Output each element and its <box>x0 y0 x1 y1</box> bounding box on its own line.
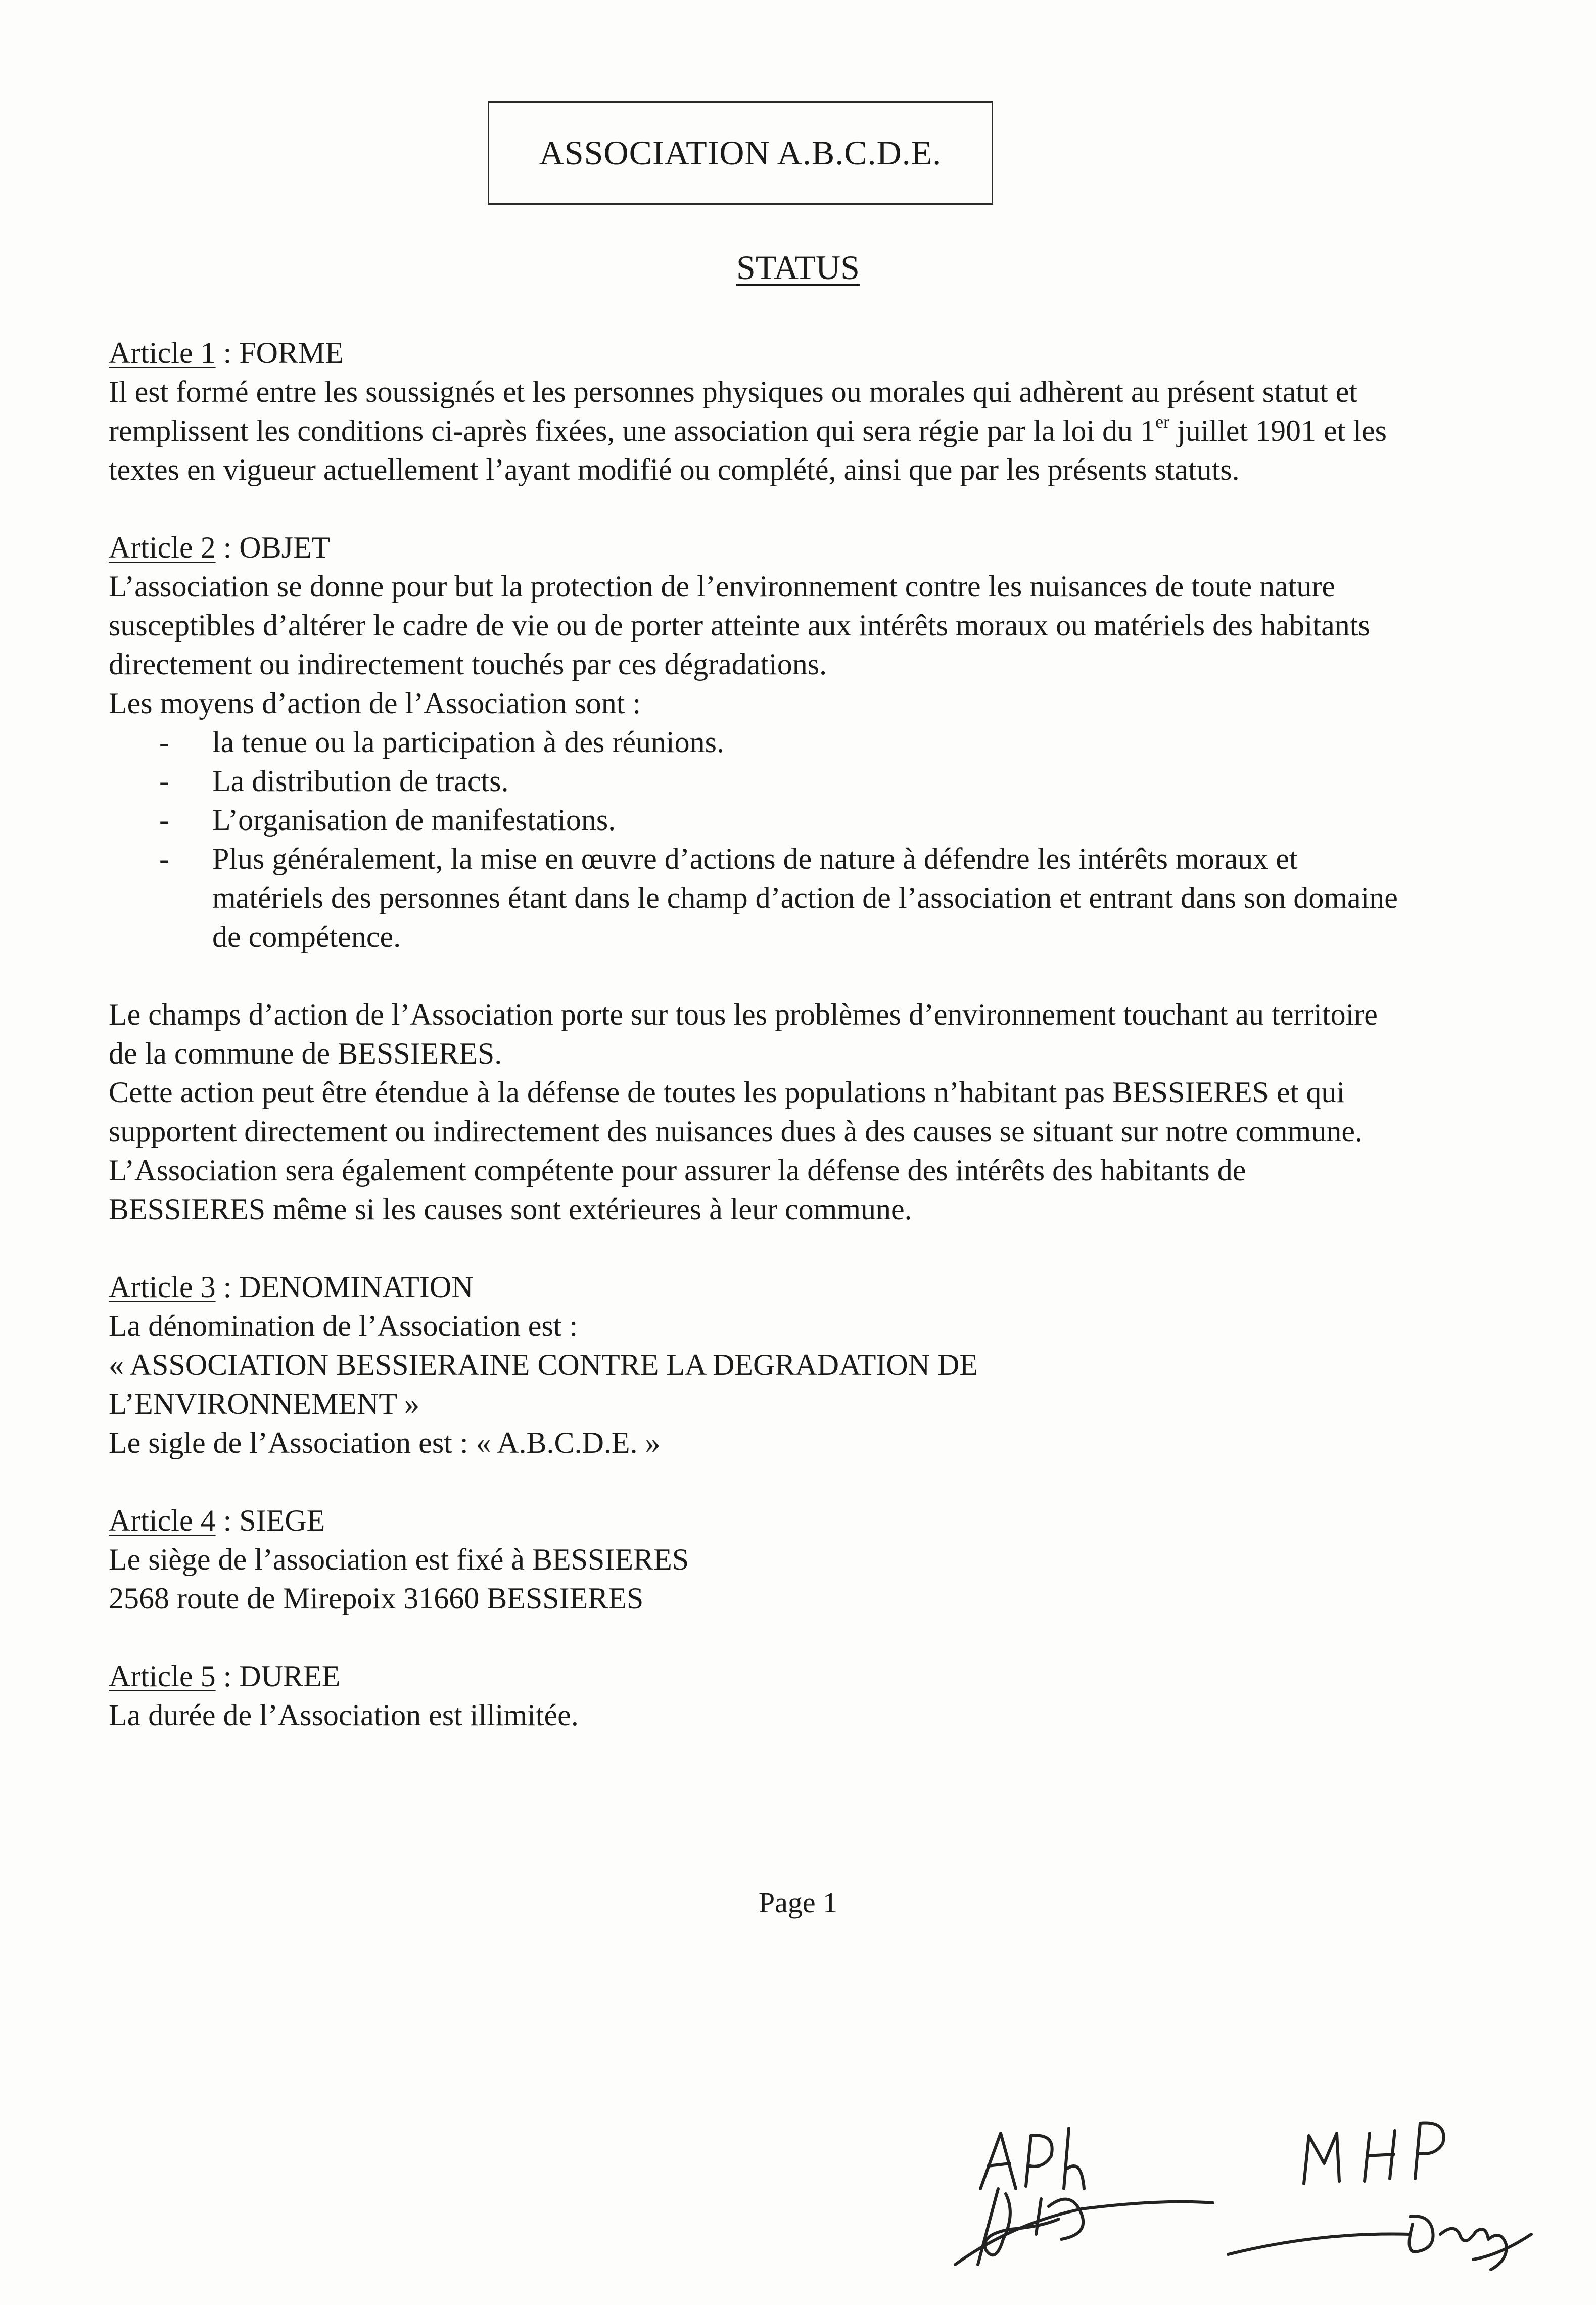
article-3-title: DENOMINATION <box>239 1270 474 1304</box>
article-4-heading <box>109 1501 1402 1540</box>
signature-mhp <box>1218 2108 1541 2280</box>
article-1-sep: : <box>215 336 240 370</box>
status-heading: STATUS <box>736 248 860 287</box>
article-2-intro: L’association se donne pour but la protection de l’environnement contre les nuisances de toute nature susceptibles d’altérer le cadre de vie ou de porter atteinte aux intérêts moraux ou matériels des habitants directement ou indirectement touchés par ces dégradations. <box>109 570 1370 681</box>
signature-aph <box>950 2113 1233 2280</box>
document-title <box>0 248 1596 288</box>
article-1-heading <box>109 334 1402 373</box>
article-3-heading <box>109 1268 1402 1307</box>
article-1-label: Article 1 <box>109 336 216 370</box>
article-3-line-4: Le sigle de l’Association est : « A.B.C.D.E. » <box>109 1426 661 1459</box>
list-item: - Plus généralement, la mise en œuvre d’actions de nature à défendre les intérêts moraux et matériels des personnes étant dans le champ d’action de l’association et entrant dans son domaine de compétence. <box>159 840 1402 956</box>
article-2-title: OBJET <box>239 531 331 564</box>
article-2-heading <box>109 528 1402 567</box>
article-5-line-1: La durée de l’Association est illimitée. <box>109 1698 579 1732</box>
article-5-sep: : <box>215 1659 240 1693</box>
list-item: - L’organisation de manifestations. <box>159 801 1402 840</box>
association-title: ASSOCIATION A.B.C.D.E. <box>539 133 942 172</box>
article-3-line-3: L’ENVIRONNEMENT » <box>109 1387 419 1420</box>
article-2-label: Article 2 <box>109 531 216 564</box>
article-3-label: Article 3 <box>109 1270 216 1304</box>
article-2-para-2: Cette action peut être étendue à la défense de toutes les populations n’habitant pas BESSIERES et qui supportent directement ou indirectement des nuisances dues à des causes se situant sur notre commune. <box>109 1076 1363 1148</box>
article-4-title: SIEGE <box>239 1504 325 1537</box>
article-5-heading <box>109 1657 1402 1696</box>
article-4-label: Article 4 <box>109 1504 216 1537</box>
association-title-box <box>488 101 993 205</box>
article-5-title: DUREE <box>239 1659 341 1693</box>
article-3-sep: : <box>215 1270 240 1304</box>
means-list <box>109 723 1402 956</box>
article-4-line-1: Le siège de l’association est fixé à BESSIERES <box>109 1543 689 1576</box>
page-number: Page 1 <box>758 1886 838 1919</box>
document-body <box>109 334 1402 1735</box>
article-4-sep: : <box>215 1504 240 1537</box>
article-3-line-1: La dénomination de l’Association est : <box>109 1309 578 1343</box>
article-5-label: Article 5 <box>109 1659 216 1693</box>
article-2-para-3: L’Association sera également compétente pour assurer la défense des intérêts des habitants de BESSIERES même si les causes sont extérieures à leur commune. <box>109 1154 1246 1226</box>
article-2-sep: : <box>215 531 240 564</box>
article-1-title: FORME <box>239 336 344 370</box>
article-2-means-intro: Les moyens d’action de l’Association sont : <box>109 686 641 720</box>
article-3-line-2: « ASSOCIATION BESSIERAINE CONTRE LA DEGRADATION DE <box>109 1348 978 1381</box>
article-2-para-1: Le champs d’action de l’Association porte sur tous les problèmes d’environnement touchant au territoire de la commune de BESSIERES. <box>109 998 1378 1070</box>
list-item: - La distribution de tracts. <box>159 762 1402 801</box>
article-4-line-2: 2568 route de Mirepoix 31660 BESSIERES <box>109 1582 644 1615</box>
article-1-text: Il est formé entre les soussignés et les personnes physiques ou morales qui adhèrent au présent statut et remplissent les conditions ci-après fixées, une association qui sera régie par la loi du 1er juillet 1901 et les textes en vigueur actuellement l’ayant modifié ou complété, ainsi que par les présents statuts. <box>109 375 1387 486</box>
list-item: - la tenue ou la participation à des réunions. <box>159 723 1402 762</box>
